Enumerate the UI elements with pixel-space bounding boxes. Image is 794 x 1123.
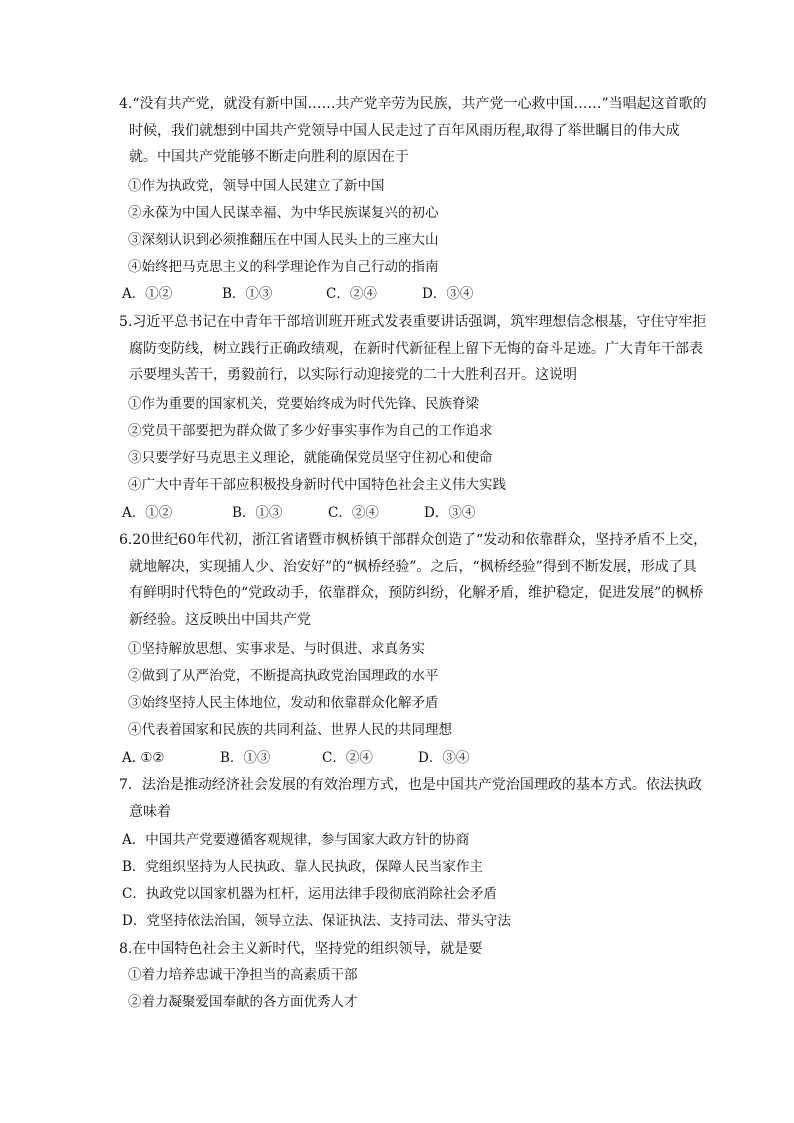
question-4-stem — [119, 91, 707, 171]
question-5-option-4: ④广大中青年干部应积极投身新时代中国特色社会主义伟大实践 — [128, 477, 506, 493]
question-6-line-1: 6.20世纪60年代初，浙江省诸暨市枫桥镇干部群众创造了“发动和依靠群众，坚持矛盾不上交， — [119, 532, 708, 548]
question-6-choice-a: A. ①② — [122, 750, 165, 766]
question-5-choice-c: C．②④ — [328, 505, 379, 521]
question-6-choice-d: D．③④ — [418, 750, 470, 766]
question-7-option-c: C．执政党以国家机器为杠杆，运用法律手段彻底消除社会矛盾 — [122, 886, 497, 902]
question-8-option-1: ①着力培养忠诚干净担当的高素质干部 — [128, 967, 358, 983]
question-7-stem — [119, 772, 702, 825]
question-6-choices — [122, 748, 469, 768]
question-5-option-2: ②党员干部要把为群众做了多少好事实事作为自己的工作追求 — [128, 423, 493, 439]
question-4-line-3: 就。中国共产党能够不断走向胜利的原因在于 — [129, 149, 409, 166]
question-7-option-a: A．中国共产党要遵循客观规律，参与国家大政方针的协商 — [122, 832, 470, 848]
question-5-stem — [119, 309, 707, 389]
question-4-option-3: ③深刻认识到必须推翻压在中国人民头上的三座大山 — [128, 232, 439, 248]
question-4-choice-c: C．②④ — [326, 286, 377, 302]
question-6-line-2: 就地解决，实现捕人少、治安好”的“枫桥经验”。之后，“枫桥经验”得到不断发展，形成了具 — [129, 558, 697, 575]
question-6-line-3: 有鲜明时代特色的“党政动手，依靠群众，预防纠纷，化解矛盾，维护稳定，促进发展”的枫桥 — [129, 585, 704, 602]
question-5-choice-a: A．①② — [122, 505, 173, 521]
question-5-option-1: ①作为重要的国家机关，党要始终成为时代先锋、民族脊梁 — [128, 396, 479, 412]
question-8-line-1: 8.在中国特色社会主义新时代，坚持党的组织领导，就是要 — [119, 941, 483, 957]
question-4-choice-d: D．③④ — [422, 286, 474, 302]
question-5-line-3: 示要埋头苦干，勇毅前行，以实际行动迎接党的二十大胜利召开。这说明 — [129, 367, 577, 384]
question-6-option-1: ①坚持解放思想、实事求是、与时俱进、求真务实 — [128, 641, 425, 657]
question-7-line-2: 意味着 — [129, 803, 171, 820]
question-6-stem — [119, 527, 708, 633]
question-8-option-2: ②着力凝聚爱国奉献的各方面优秀人才 — [128, 994, 358, 1010]
question-4-choices — [122, 284, 473, 304]
question-5-line-2: 腐防变防线，树立践行正确政绩观，在新时代新征程上留下无悔的奋斗足迹。广大青年干部表 — [129, 340, 703, 357]
question-6-option-3: ③始终坚持人民主体地位，发动和依靠群众化解矛盾 — [128, 695, 439, 711]
question-5-choice-d: D．③④ — [424, 505, 476, 521]
question-6-choice-b: B．①③ — [220, 750, 271, 766]
question-6-option-2: ②做到了从严治党，不断提高执政党治国理政的水平 — [128, 668, 439, 684]
question-5-option-3: ③只要学好马克思主义理论，就能确保党员坚守住初心和使命 — [128, 450, 493, 466]
question-4-choice-b: B．①③ — [222, 286, 273, 302]
question-5-choices — [122, 503, 475, 523]
question-4-option-1: ①作为执政党，领导中国人民建立了新中国 — [128, 178, 385, 194]
question-7-option-b: B．党组织坚持为人民执政、靠人民执政，保障人民当家作主 — [122, 859, 483, 875]
question-4-option-2: ②永葆为中国人民谋幸福、为中华民族谋复兴的初心 — [128, 205, 439, 221]
question-4-line-2: 时候，我们就想到中国共产党领导中国人民走过了百年风雨历程,取得了举世瞩目的伟大成 — [129, 122, 680, 139]
question-7-line-1: 7．法治是推动经济社会发展的有效治理方式，也是中国共产党治国理政的基本方式。依法执政 — [119, 777, 702, 793]
question-6-option-4: ④代表着国家和民族的共同利益、世界人民的共同理想 — [128, 722, 452, 738]
question-7-option-d: D．党坚持依法治国，领导立法、保证执法、支持司法、带头守法 — [122, 913, 511, 929]
question-8-stem — [119, 936, 699, 963]
question-6-choice-c: C．②④ — [322, 750, 373, 766]
question-6-line-4: 新经验。这反映出中国共产党 — [129, 611, 311, 628]
question-4-choice-a: A．①② — [122, 286, 173, 302]
question-4-option-4: ④始终把马克思主义的科学理论作为自己行动的指南 — [128, 259, 439, 275]
question-5-line-1: 5.习近平总书记在中青年干部培训班开班式发表重要讲话强调，筑牢理想信念根基，守住守牢拒 — [119, 314, 707, 330]
question-5-choice-b: B．①③ — [232, 505, 283, 521]
question-4-line-1: 4.“没有共产党，就没有新中国……共产党辛劳为民族，共产党一心救中国……”当唱起这首歌的 — [119, 96, 707, 112]
